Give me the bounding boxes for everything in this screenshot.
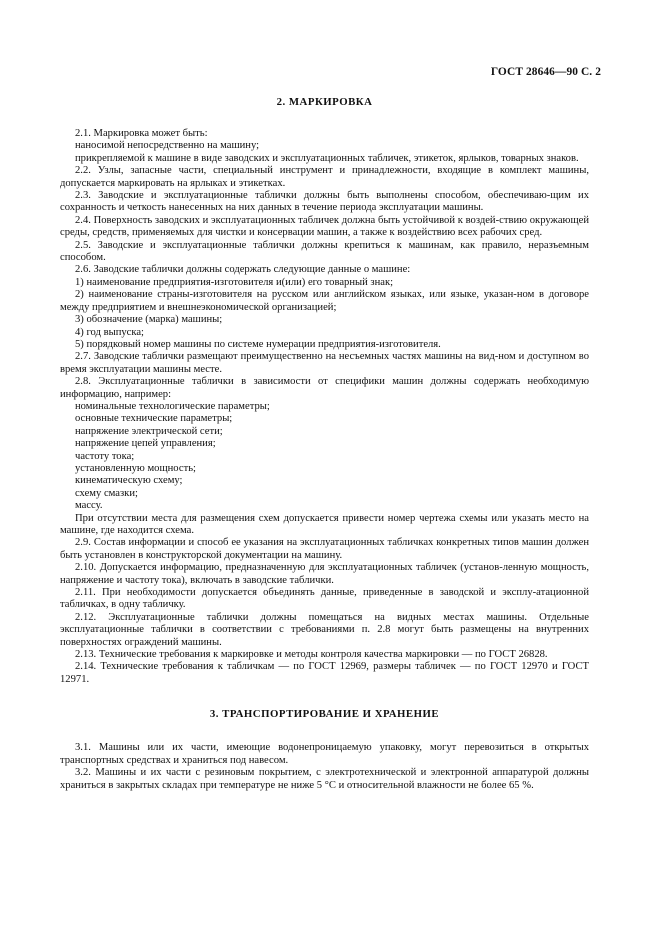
paragraph: 2.4. Поверхность заводских и эксплуатационных табличек должна быть устойчивой к воздей-ствию окружающей среды, средств, применяемых для чистки и консервации машин, а также к воздействию всех рабочих сред.	[60, 214, 589, 239]
document-header: ГОСТ 28646—90 С. 2	[490, 66, 601, 78]
paragraph: 1) наименование предприятия-изготовителя и(или) его товарный знак;	[75, 276, 394, 288]
paragraph: наносимой непосредственно на машину;	[75, 140, 260, 152]
paragraph: 3.1. Машины или их части, имеющие водонепроницаемую упаковку, могут перевозиться в открытых транспортных средствах и храниться под навесом.	[60, 742, 589, 766]
paragraph: 2) наименование страны-изготовителя на русском или английском языках, или языке, указан-ном в договоре между предприятием и внешнеэкономической организацией;	[60, 289, 589, 313]
paragraph: 2.5. Заводские и эксплуатационные таблички должны крепиться к машинам, как правило, неразъемным способом.	[60, 239, 589, 264]
paragraph: схему смазки;	[75, 487, 138, 499]
document-body	[60, 96, 589, 792]
paragraph: 2.14. Технические требования к табличкам — по ГОСТ 12969, размеры табличек — по ГОСТ 12970 и ГОСТ 12971.	[60, 661, 589, 685]
paragraph: частоту тока;	[75, 450, 135, 462]
paragraph: При отсутствии места для размещения схем допускается привести номер чертежа схемы или указать место на машине, где находится схема.	[60, 512, 589, 536]
paragraph: 2.2. Узлы, запасные части, специальный инструмент и принадлежности, входящие в комплект машины, допускается маркировать на ярлыках и этикетках.	[60, 165, 589, 189]
paragraph: 2.7. Заводские таблички размещают преимущественно на несъемных частях машины на вид-ном и доступном во время эксплуатации машины месте.	[60, 351, 589, 375]
paragraph: 2.6. Заводские таблички должны содержать следующие данные о машине:	[75, 264, 411, 276]
paragraph: 2.12. Эксплуатационные таблички должны помещаться на видных местах машины. Отдельные эксплуатационные таблички в соответствии с требованиями п. 2.8 могут быть размещены на внутренних поверхностях ограждений машины.	[60, 611, 589, 648]
section-2-title: 2. МАРКИРОВКА	[276, 96, 373, 108]
paragraph: прикрепляемой к машине в виде заводских и эксплуатационных табличек, этикеток, ярлыков, товарных знаков.	[75, 152, 579, 164]
paragraph: напряжение цепей управления;	[75, 438, 216, 450]
paragraph: 3) обозначение (марка) машины;	[75, 314, 223, 326]
paragraph: массу.	[75, 500, 103, 512]
paragraph: 3.2. Машины и их части с резиновым покрытием, с электротехнической и электронной аппаратурой должны храниться в закрытых складах при температуре не ниже 5 °С и относительной влажности не более 65 %.	[60, 767, 589, 791]
paragraph: 5) порядковый номер машины по системе нумерации предприятия-изготовителя.	[75, 338, 441, 350]
section-2-text	[60, 128, 589, 686]
paragraph: 2.11. При необходимости допускается объединять данные, приведенные в заводской и эксплу-атационной табличках, в одну табличку.	[60, 587, 589, 611]
paragraph: 2.1. Маркировка может быть:	[75, 128, 208, 139]
paragraph: 2.13. Технические требования к маркировке и методы контроля качества маркировки — по ГОСТ 26828.	[75, 649, 548, 661]
paragraph: кинематическую схему;	[75, 475, 183, 487]
paragraph: установленную мощность;	[75, 462, 196, 474]
paragraph: 2.9. Состав информации и способ ее указания на эксплуатационных табличках конкретных типов машин должен быть установлен в конструкторской документации на машину.	[60, 537, 589, 561]
paragraph: 4) год выпуска;	[75, 326, 145, 338]
paragraph: 2.10. Допускается информацию, предназначенную для эксплуатационных табличек (установ-ленную мощность, напряжение и частоту тока), включать в заводские таблички.	[60, 562, 589, 586]
paragraph: напряжение электрической сети;	[75, 425, 223, 437]
paragraph: 2.3. Заводские и эксплуатационные таблички должны быть выполнены способом, обеспечиваю-щим их сохранность и четкость нанесенных на них данных в течение периода эксплуатации машины.	[60, 190, 589, 214]
paragraph: основные технические параметры;	[75, 413, 233, 425]
section-3-title: 3. ТРАНСПОРТИРОВАНИЕ И ХРАНЕНИЕ	[209, 708, 440, 721]
section-3-text	[60, 742, 589, 792]
paragraph: 2.8. Эксплуатационные таблички в зависимости от специфики машин должны содержать необходимую информацию, например:	[60, 376, 589, 400]
paragraph: номинальные технологические параметры;	[75, 400, 270, 412]
